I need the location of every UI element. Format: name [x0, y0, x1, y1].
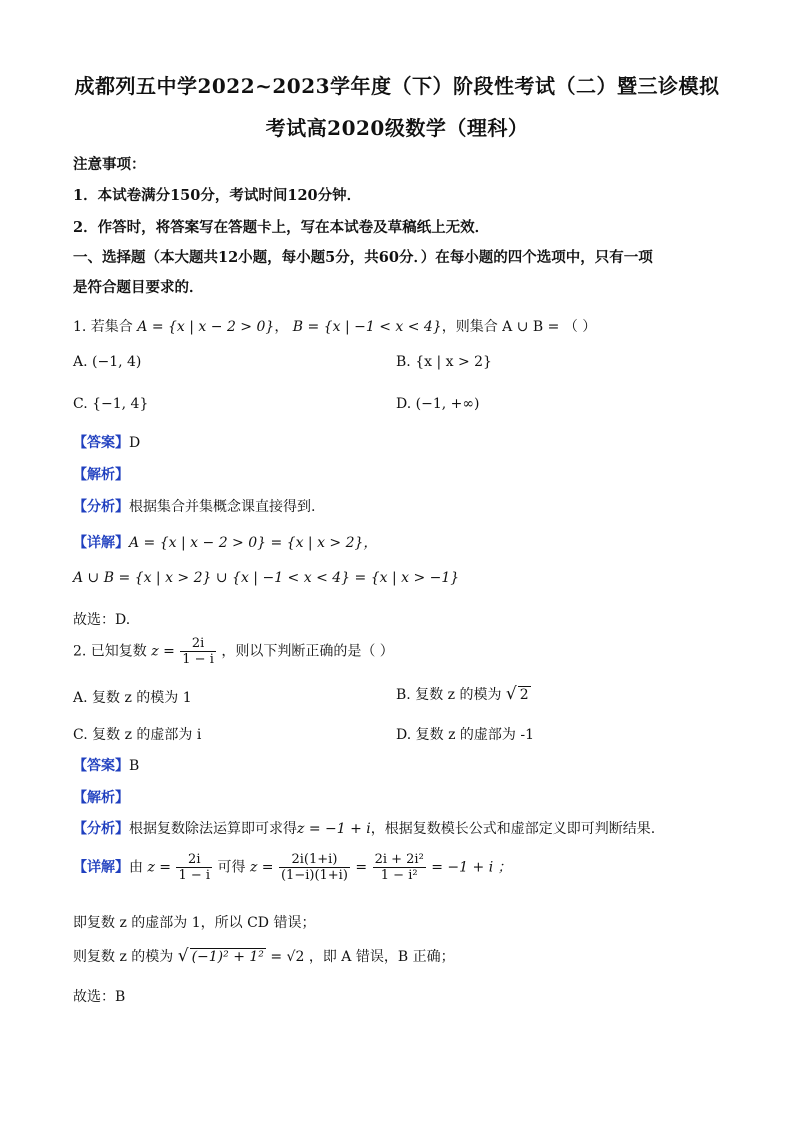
q2-mod-pre: 则复数 z 的模为 [73, 949, 174, 965]
q2-stem [73, 636, 394, 667]
q2-detail-row [73, 852, 512, 883]
q1-detail-line1: A = {x | x − 2 > 0} = {x | x > 2}， [129, 535, 378, 551]
q2-z-eq: z = [151, 643, 175, 660]
q2-fenxi-post: ，根据复数模长公式和虚部定义即可判断结果. [370, 821, 656, 837]
q2-detail-frac2-num: 2i(1+i) [279, 852, 350, 868]
q1-sep: ， [274, 319, 289, 335]
q2-suffix: ，则以下判断正确的是（ ） [221, 643, 394, 660]
section-heading-line2: 是符合题目要求的． [73, 279, 204, 296]
q1-answer-value: D [129, 435, 141, 451]
analysis-label: 【解析】 [73, 467, 129, 483]
q2-detail-z-eq2: z = [249, 859, 274, 876]
q1-conclusion: 故选：D. [73, 612, 131, 628]
q2-analysis-row [73, 787, 129, 807]
q1-suffix: ，则集合 A ∪ B = （ ） [441, 319, 597, 335]
q2-imag-line: 即复数 z 的虚部为 1，所以 CD 错误； [73, 915, 316, 931]
q2-option-a: A. 复数 z 的模为 1 [73, 690, 192, 706]
analysis-label: 【解析】 [73, 790, 129, 806]
q2-fenxi-expr: z = −1 + i [297, 821, 371, 837]
notice-item-1: 1．本试卷满分150分，考试时间120分钟． [73, 187, 362, 204]
exam-title-line1: 成都列五中学2022~2023学年度（下）阶段性考试（二）暨三诊模拟 [74, 74, 720, 98]
q2-mod-root: (−1)² + 1² [191, 949, 264, 965]
q1-fenxi-row [73, 496, 315, 516]
q2-prefix: 2. 已知复数 [73, 643, 147, 660]
detail-label: 【详解】 [73, 535, 129, 551]
q1-detail-row [73, 532, 377, 552]
section-heading-line1: 一、选择题（本大题共12小题，每小题5分，共60分．）在每小题的四个选项中，只有一项 [73, 249, 653, 266]
q2-detail-z-eq: z = [147, 859, 172, 876]
q1-set-a: A = {x | x − 2 > 0} [137, 319, 275, 335]
fenxi-label: 【分析】 [73, 499, 129, 515]
fenxi-label: 【分析】 [73, 821, 129, 837]
q2-detail-frac1-num: 2i [176, 852, 212, 868]
q2-detail-frac3-num: 2i + 2i² [374, 852, 424, 867]
answer-label: 【答案】 [73, 435, 129, 451]
q1-analysis-row [73, 464, 129, 484]
answer-label: 【答案】 [73, 758, 129, 774]
q2-answer-row [73, 755, 139, 775]
q2-option-c: C. 复数 z 的虚部为 i [73, 727, 202, 743]
q2-fraction [180, 636, 216, 667]
q1-stem [73, 316, 596, 336]
q2-answer-value: B [129, 758, 140, 774]
q2-fenxi-pre: 根据复数除法运算即可求得 [129, 821, 297, 837]
q2-conclusion: 故选：B [73, 989, 126, 1005]
q1-prefix: 1. 若集合 [73, 319, 133, 335]
q1-set-b: B = {x | −1 < x < 4} [292, 319, 442, 335]
notice-heading: 注意事项： [73, 156, 146, 173]
q2-detail-end: = −1 + i ； [431, 859, 512, 876]
q2-mod-post: = √2 ，即 A 错误，B 正确； [270, 949, 455, 965]
q2-detail-frac1 [176, 852, 212, 883]
q2-option-b [396, 684, 531, 704]
q2-mod-line [73, 946, 455, 966]
q2-detail-frac2 [279, 852, 350, 883]
q1-option-a: A. (−1, 4) [73, 354, 142, 370]
exam-title-line2: 考试高2020级数学（理科） [265, 116, 529, 140]
notice-item-2: 2．作答时，将答案写在答题卡上，写在本试卷及草稿纸上无效． [73, 219, 490, 236]
q2-detail-eq: = [355, 859, 368, 876]
q2-option-d: D. 复数 z 的虚部为 -1 [396, 727, 534, 743]
q2-fraction-den: 1 − i [182, 652, 214, 667]
q2-option-b-text: B. 复数 z 的模为 [396, 687, 502, 703]
detail-label: 【详解】 [73, 859, 129, 876]
q2-detail-pre: 由 [129, 859, 143, 876]
q2-detail-frac3-den: 1 − i² [380, 868, 418, 883]
sqrt-icon: √ [505, 684, 517, 704]
q1-fenxi-text: 根据集合并集概念课直接得到. [129, 499, 316, 515]
q2-option-b-root: 2 [519, 687, 529, 703]
q1-detail-line2: A ∪ B = {x | x > 2} ∪ {x | −1 < x < 4} = {x | x > −1} [73, 570, 460, 586]
q1-option-b: B. {x | x > 2} [396, 354, 492, 370]
q2-detail-frac3 [373, 852, 426, 883]
q2-detail-mid: 可得 [217, 859, 246, 876]
q1-option-d: D. (−1, +∞) [396, 396, 480, 412]
q2-detail-frac1-den: 1 − i [178, 868, 211, 883]
sqrt-icon: √ [177, 946, 189, 966]
q1-answer-row [73, 432, 140, 452]
q2-fraction-num: 2i [180, 636, 216, 652]
q1-option-c: C. {−1, 4} [73, 396, 149, 412]
q2-fenxi-row [73, 818, 655, 838]
q2-detail-frac2-den: (1−i)(1+i) [280, 868, 348, 883]
